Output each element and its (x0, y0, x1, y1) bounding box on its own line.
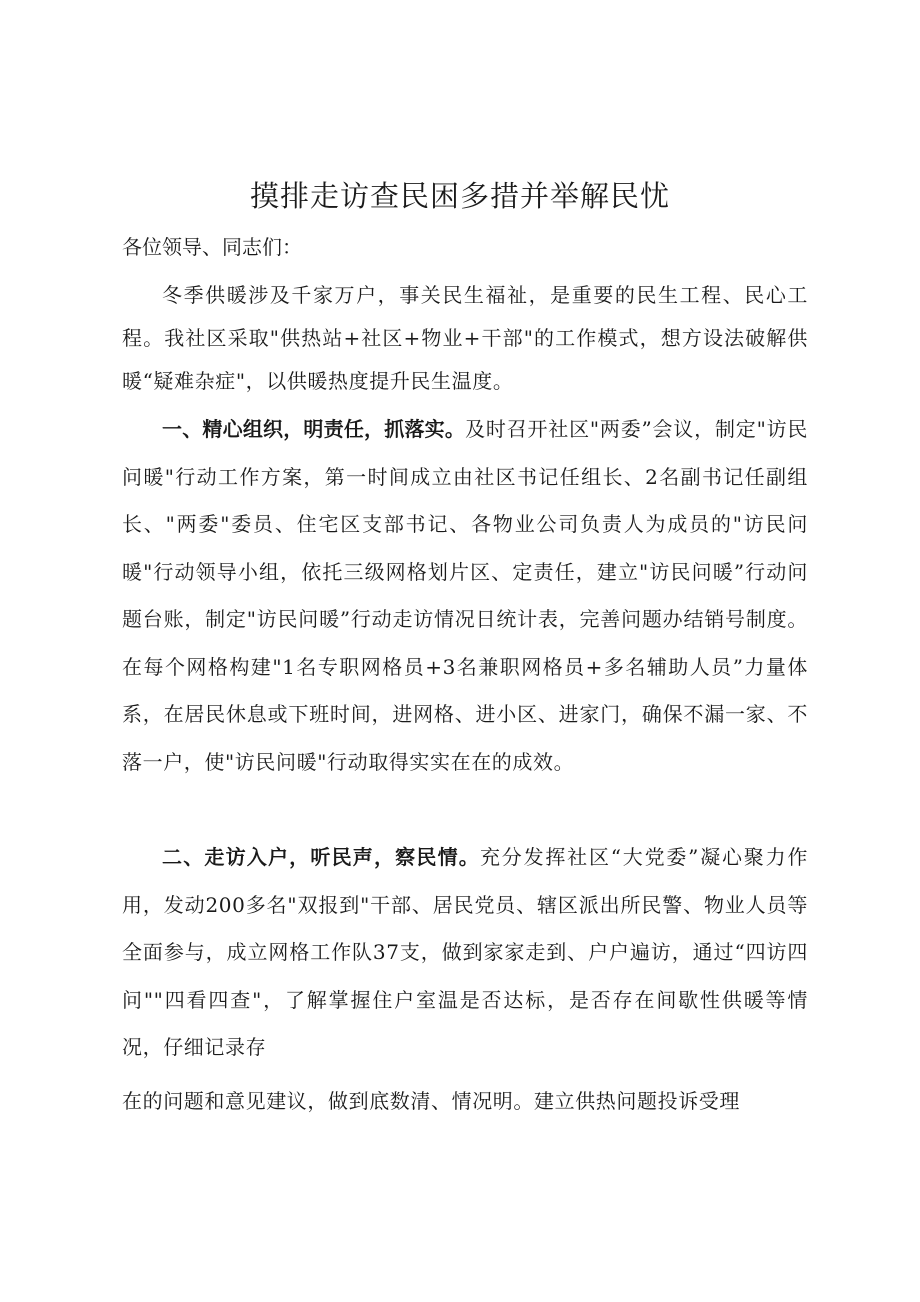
salutation: 各位领导、同志们： (122, 235, 302, 259)
section-1-body: 及时召开社区"两委”会议，制定"访民问暖"行动工作方案，第一时间成立由社区书记任组长、2名副书记任副组长、"两委"委员、住宅区支部书记、各物业公司负责人为成员的"访民问暖"行动领导小组，依托三级网格划片区、定责任，建立"访民问暖”行动问题台账，制定"访民问暖”行动走访情况日统计表，完善问题办结销号制度。在每个网格构建"1名专职网格员+3名兼职网格员+多名辅助人员”力量体系，在居民休息或下班时间，进网格、进小区、进家门，确保不漏一家、不落一户，使"访民问暖"行动取得实实在在的成效。 (122, 417, 808, 774)
document-title: 摸排走访查民困多措并举解民忧 (249, 179, 670, 213)
section-2-body: 充分发挥社区“大党委”凝心聚力作用，发动200多名"双报到"干部、居民党员、辖区派出所民警、物业人员等全面参与，成立网格工作队37支，做到家家走到、户户遍访，通过“四访四问""四看四查"，了解掌握住户室温是否达标，是否存在间歇性供暖等情况，仔细记录存 (122, 845, 808, 1059)
section-1-paragraph (122, 406, 808, 786)
continuation-line: 在的问题和意见建议，做到底数清、情况明。建立供热问题投诉受理 (122, 1089, 740, 1113)
section-2-paragraph (122, 834, 808, 1072)
section-1-heading: 一、精心组织，明责任，抓落实。 (162, 417, 466, 441)
section-2-heading: 二、走访入户，听民声，察民情。 (162, 845, 480, 869)
intro-paragraph: 冬季供暖涉及千家万户，事关民生福祉，是重要的民生工程、民心工程。我社区采取"供热站+社区+物业+干部"的工作模式，想方设法破解供暖“疑难杂症"，以供暖热度提升民生温度。 (122, 283, 808, 393)
